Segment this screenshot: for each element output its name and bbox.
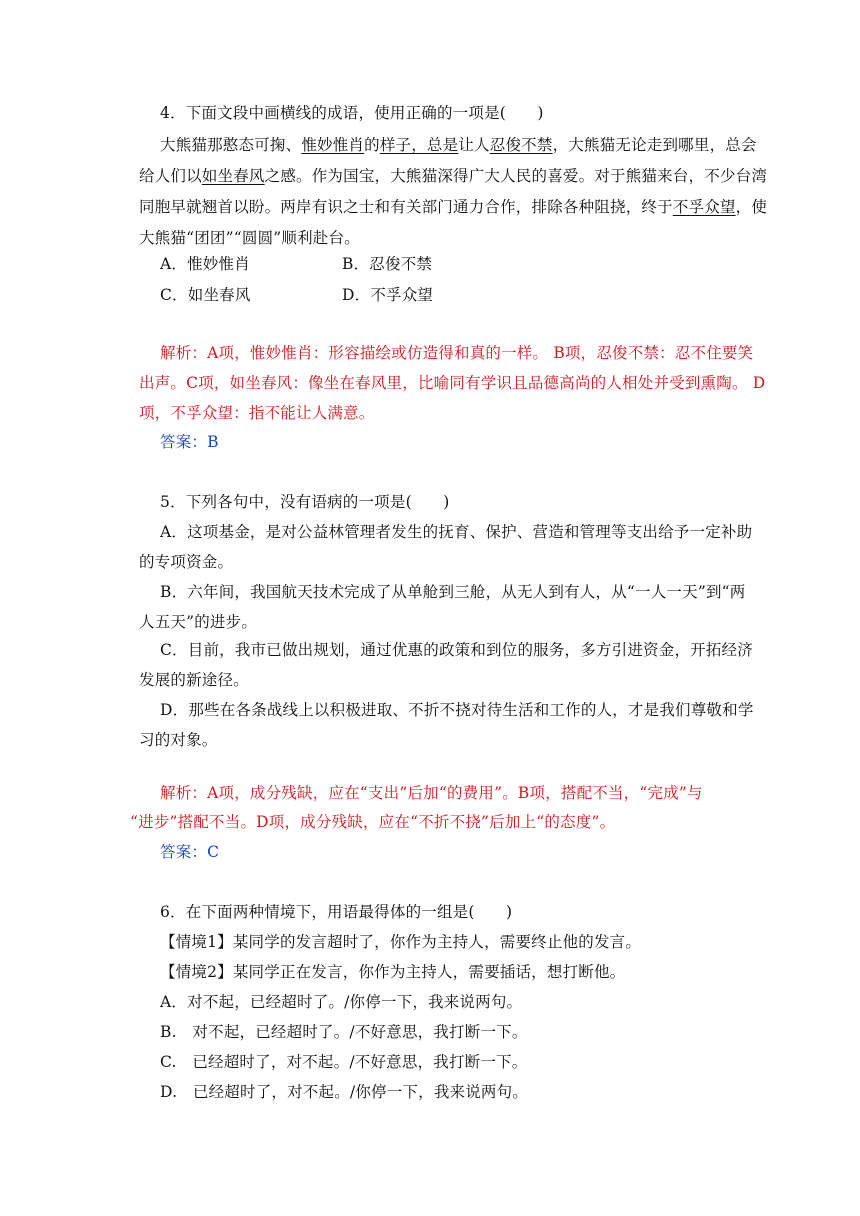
q6-line: 【情境2】某同学正在发言，你作为主持人，需要插话，想打断他。 bbox=[160, 963, 626, 981]
q5-line: A．这项基金，是对公益林管理者发生的抚育、保护、营造和管理等支出给予一定补助 bbox=[160, 523, 753, 541]
q4-passage-line bbox=[160, 135, 757, 155]
q4-option-c: C．如坐春风 bbox=[160, 286, 251, 304]
passage-text: 给人们以 bbox=[139, 167, 202, 185]
q6-stem: 6．在下面两种情境下，用语最得体的一组是( ) bbox=[160, 903, 513, 921]
q4-analysis-line: 出声。C项，如坐春风：像坐在春风里，比喻同有学识且品德高尚的人相处并受到熏陶。 D bbox=[139, 374, 766, 392]
q6-line: 【情境1】某同学的发言超时了，你作为主持人，需要终止他的发言。 bbox=[160, 933, 642, 951]
q5-answer: 答案：C bbox=[160, 843, 220, 861]
passage-text: 让人 bbox=[458, 136, 490, 154]
q5-analysis-line: “进步”搭配不当。D项，成分残缺，应在“不折不挠”后加上“的态度”。 bbox=[130, 813, 616, 831]
q4-option-a: A．惟妙惟肖 bbox=[160, 255, 250, 273]
q4-stem: 4．下面文段中画横线的成语，使用正确的一项是( ) bbox=[160, 104, 544, 122]
q5-line: 发展的新途径。 bbox=[139, 671, 249, 689]
q5-analysis-line: 解析：A项，成分残缺，应在“支出”后加“的费用”。B项，搭配不当，“完成”与 bbox=[160, 784, 703, 802]
q6-line: D. 已经超时了，对不起。/你停一下，我来说两句。 bbox=[160, 1083, 529, 1101]
q5-line: C．目前，我市已做出规划，通过优惠的政策和到位的服务，多方引进资金，开拓经济 bbox=[160, 641, 753, 659]
passage-text: ，使 bbox=[735, 198, 768, 216]
q5-line: 的专项资金。 bbox=[139, 553, 234, 571]
underlined-idiom: 惟妙惟肖 bbox=[301, 136, 365, 154]
passage-text: 大熊猫“团团”“圆圆”顺利赴台。 bbox=[139, 229, 360, 247]
underlined-idiom: 如坐春风 bbox=[201, 167, 265, 185]
underlined-idiom: 忍俊不禁 bbox=[489, 136, 553, 154]
passage-text: 的 bbox=[364, 136, 380, 154]
passage-text: ，大熊猫无论走到哪里，总会 bbox=[552, 136, 757, 154]
q4-analysis-line: 项，不孚众望：指不能让人满意。 bbox=[139, 404, 375, 422]
passage-text: 同胞早就翘首以盼。两岸有识之士和有关部门通力合作，排除各种阻挠，终于 bbox=[139, 198, 673, 216]
passage-text: 之感。作为国宝，大熊猫深得广大人民的喜爱。对于熊猫来台，不少台湾 bbox=[264, 167, 768, 185]
q4-answer: 答案：B bbox=[160, 433, 219, 451]
q5-line: D．那些在各条战线上以积极进取、不折不挠对待生活和工作的人，才是我们尊敬和学 bbox=[160, 701, 754, 719]
underlined-idiom: 样子，总是 bbox=[379, 136, 459, 154]
q5-stem: 5．下列各句中，没有语病的一项是( ) bbox=[160, 493, 450, 511]
q4-passage-line bbox=[139, 228, 360, 248]
q6-line: A．对不起，已经超时了。/你停一下，我来说两句。 bbox=[160, 993, 523, 1011]
underlined-idiom: 不孚众望 bbox=[672, 198, 736, 216]
q5-line: 习的对象。 bbox=[139, 731, 218, 749]
q5-line: 人五天”的进步。 bbox=[139, 613, 258, 631]
q4-option-b: B．忍俊不禁 bbox=[342, 255, 433, 273]
q4-passage-line bbox=[139, 166, 767, 186]
q4-option-d: D．不孚众望 bbox=[342, 286, 434, 304]
passage-text: 大熊猫那憨态可掬、 bbox=[160, 136, 302, 154]
q6-line: B. 对不起，已经超时了。/不好意思，我打断一下。 bbox=[160, 1023, 528, 1041]
q4-analysis-line: 解析：A项，惟妙惟肖：形容描绘或仿造得和真的一样。 B项，忍俊不禁：忍不住要笑 bbox=[160, 344, 754, 362]
q4-passage-line bbox=[139, 197, 767, 217]
q5-line: B．六年间，我国航天技术完成了从单舱到三舱，从无人到有人，从“一人一天”到“两 bbox=[160, 583, 746, 601]
q6-line: C. 已经超时了，对不起。/不好意思，我打断一下。 bbox=[160, 1053, 528, 1071]
